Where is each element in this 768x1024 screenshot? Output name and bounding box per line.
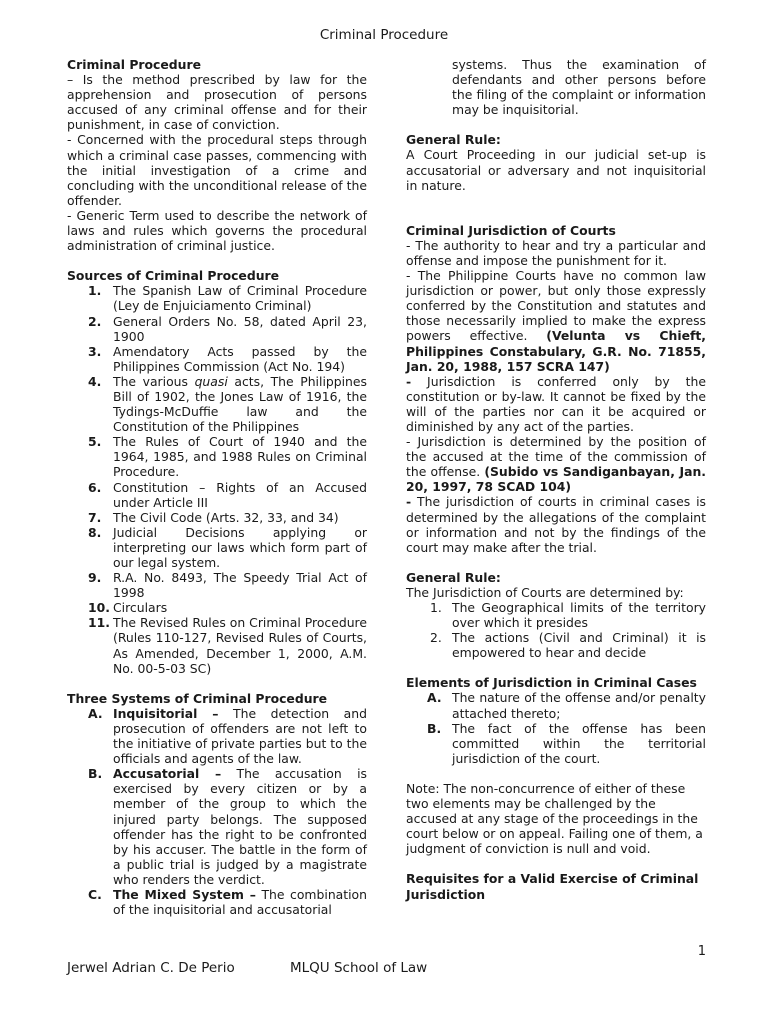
list-item-text: Constitution – Rights of an Accused under Article III	[113, 479, 367, 510]
page-number: 1	[697, 944, 706, 959]
list-item	[406, 630, 706, 660]
list-marker: 7.	[88, 509, 102, 525]
system-term: Accusatorial –	[113, 766, 222, 782]
list-marker: 1.	[430, 600, 442, 615]
systems-list	[67, 706, 367, 917]
case-citation: (Subido vs Sandiganbayan, Jan. 20, 1997, 78 SCAD 104)	[406, 464, 707, 495]
list-item	[67, 434, 367, 479]
list-item-text: The Rules of Court of 1940 and the 1964, 1985, and 1988 Rules on Criminal Procedure.	[113, 434, 367, 480]
list-item	[67, 510, 367, 525]
list-item-text: The fact of the offense has been committed within the territorial jurisdiction of the court.	[452, 720, 706, 766]
general-rule-text: A Court Proceeding in our judicial set-up is accusatorial or adversary and not inquisitorial in nature.	[406, 147, 706, 193]
jurisdiction-paragraph	[406, 374, 706, 434]
list-marker: 3.	[88, 343, 102, 359]
page-footer	[67, 960, 428, 976]
system-description: The combination of the inquisitorial and accusatorial	[113, 886, 367, 918]
list-item	[406, 721, 706, 766]
bold-dash: -	[406, 373, 412, 389]
list-item	[406, 690, 706, 720]
footer-author: Jerwel Adrian C. De Perio	[67, 960, 235, 976]
definition-line: - Generic Term used to describe the network of laws and rules which governs the procedural administration of criminal justice.	[67, 207, 367, 254]
list-marker: 9.	[88, 570, 102, 586]
list-item-text: Judicial Decisions applying or interpreting our laws which form part of our legal system.	[113, 524, 367, 570]
list-item-text: The Geographical limits of the territory over which it presides	[452, 600, 706, 631]
list-item-text-post: acts, The Philippines Bill of 1902, the Jones Law of 1916, the Tydings-McDuffie law and the Constitution of the Philippines	[113, 373, 367, 435]
list-item-text: Circulars	[113, 600, 168, 616]
list-marker: 5.	[88, 434, 102, 450]
list-item	[67, 314, 367, 344]
section-heading-sources: Sources of Criminal Procedure	[67, 268, 280, 284]
list-marker: A.	[88, 705, 103, 721]
list-item-text-pre: The various	[113, 373, 195, 389]
list-marker: 6.	[88, 479, 102, 495]
section-heading-criminal-jurisdiction: Criminal Jurisdiction of Courts	[406, 222, 616, 238]
bold-dash: -	[406, 494, 412, 510]
definition-line: – Is the method prescribed by law for the apprehension and prosecution of persons accused of any criminal offense and for their punishment, in case of conviction.	[67, 72, 367, 133]
right-column	[406, 57, 706, 902]
paragraph-text: The jurisdiction of courts in criminal cases is determined by the allegations of the complaint or information and not by the findings of the court may make after the trial.	[406, 494, 706, 555]
list-item	[67, 887, 367, 917]
list-item	[67, 615, 367, 675]
list-item-emphasis: quasi	[194, 373, 228, 389]
paragraph-text: Jurisdiction is conferred only by the constitution or by-law. It cannot be fixed by the will of the parties nor can it be acquired or diminished by any act of the parties.	[406, 373, 706, 434]
list-marker: 1.	[88, 283, 102, 299]
case-citation: (Velunta vs Chieft, Philippines Constabulary, G.R. No. 71855, Jan. 20, 1988, 157 SCRA 147)	[406, 328, 706, 374]
jurisdiction-determinants-list	[406, 600, 706, 660]
paragraph-text: - The Philippine Courts have no common law jurisdiction or power, but only those expressly conferred by the Constitution and statutes and those necessarily implied to make the express powers effective.	[406, 268, 706, 344]
jurisdiction-paragraph	[406, 494, 706, 554]
list-item-text: The Civil Code (Arts. 32, 33, and 34)	[113, 509, 339, 525]
list-item-text: R.A. No. 8493, The Speedy Trial Act of 1998	[113, 570, 367, 601]
list-item	[67, 480, 367, 510]
list-marker: B.	[427, 720, 442, 736]
continuation-paragraph: systems. Thus the examination of defendants and other persons before the filing of the complaint or information may be inquisitorial.	[452, 57, 706, 118]
list-item-text: General Orders No. 58, dated April 23, 1900	[113, 313, 367, 344]
list-marker: 4.	[88, 373, 102, 389]
list-marker: 11.	[88, 615, 110, 631]
list-marker: B.	[88, 766, 103, 782]
list-item	[67, 374, 367, 434]
note-paragraph: Note: The non-concurrence of either of these two elements may be challenged by the accused at any stage of the proceedings in the court below or on appeal. Failing one of them, a judgment of conviction is null and void.	[406, 780, 703, 857]
system-term: The Mixed System –	[113, 886, 256, 902]
list-item-text: The nature of the offense and/or penalty attached thereto;	[452, 690, 706, 721]
left-column	[67, 57, 367, 917]
list-item	[67, 344, 367, 374]
system-description: The detection and prosecution of offenders are not left to the initiative of private parties but to the officials and agents of the law.	[113, 705, 367, 767]
footer-school: MLQU School of Law	[290, 960, 428, 976]
system-description: The accusation is exercised by every citizen or by a member of the group to which the injured party belongs. The supposed offender has the right to be confronted by his accuser. The battle in the form of a public trial is judged by a magistrate who renders the verdict.	[113, 766, 367, 887]
section-heading-three-systems: Three Systems of Criminal Procedure	[67, 690, 328, 706]
list-item	[406, 600, 706, 630]
list-item-text: The Spanish Law of Criminal Procedure (Ley de Enjuiciamento Criminal)	[113, 283, 367, 314]
list-item	[67, 525, 367, 570]
list-item	[67, 706, 367, 766]
jurisdiction-paragraph	[406, 434, 706, 494]
list-marker: 10.	[88, 600, 110, 616]
system-term: Inquisitorial –	[113, 705, 219, 721]
jurisdiction-paragraph: - The authority to hear and try a particular and offense and impose the punishment for it.	[406, 237, 706, 268]
list-item	[67, 600, 367, 615]
section-heading-elements: Elements of Jurisdiction in Criminal Cases	[406, 675, 697, 691]
definition-line: - Concerned with the procedural steps through which a criminal case passes, commencing with the initial investigation of a crime and concluding with the unconditional release of the offender.	[67, 132, 367, 208]
section-heading-criminal-procedure: Criminal Procedure	[67, 57, 202, 72]
section-heading-general-rule: General Rule:	[406, 132, 501, 148]
section-heading-requisites: Requisites for a Valid Exercise of Criminal Jurisdiction	[406, 871, 699, 902]
list-item	[67, 766, 367, 887]
sources-list	[67, 283, 367, 675]
list-marker: 2.	[430, 630, 442, 646]
page-header-title: Criminal Procedure	[319, 27, 449, 43]
section-heading-general-rule: General Rule:	[406, 569, 501, 585]
list-item	[67, 283, 367, 313]
list-marker: A.	[427, 690, 442, 706]
general-rule-intro: The Jurisdiction of Courts are determined by:	[406, 584, 684, 600]
list-marker: C.	[88, 886, 102, 902]
list-item	[67, 570, 367, 600]
list-item-text: Amendatory Acts passed by the Philippines Commission (Act No. 194)	[113, 343, 367, 374]
elements-list	[406, 690, 706, 765]
list-item-text: The Revised Rules on Criminal Procedure (Rules 110-127, Revised Rules of Courts, As Amended, December 1, 2000, A.M. No. 00-5-03 SC)	[113, 615, 367, 676]
paragraph-text: - Jurisdiction is determined by the position of the accused at the time of the commission of the offense.	[406, 434, 706, 480]
list-marker: 2.	[88, 313, 102, 329]
jurisdiction-paragraph	[406, 268, 706, 374]
list-marker: 8.	[88, 524, 102, 540]
list-item-text: The actions (Civil and Criminal) it is empowered to hear and decide	[452, 630, 706, 661]
